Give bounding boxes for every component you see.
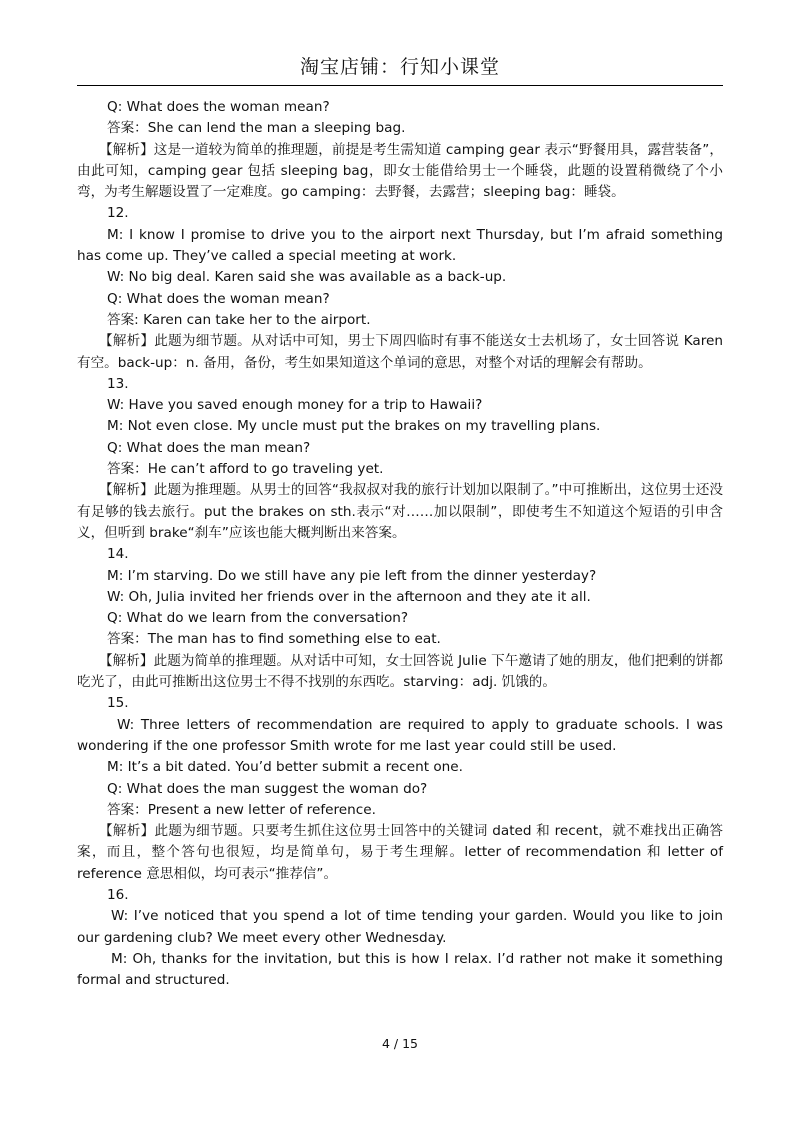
analysis-paragraph: 【解析】此题为简单的推理题。从对话中可知，女士回答说 Julie 下午邀请了她的朋友，他们把剩的饼都吃光了，由此可推断出这位男士不得不找别的东西吃。starving：adj. 饥饿的。	[77, 652, 723, 691]
item-number: 16.	[107, 886, 129, 903]
dialogue-line: W: Have you saved enough money for a trip to Hawaii?	[107, 397, 483, 414]
page-header-title: 淘宝店铺：行知小课堂	[299, 56, 500, 78]
item-number: 12.	[107, 205, 129, 222]
item-number: 14.	[107, 546, 129, 563]
dialogue-line: M: I’m starving. Do we still have any pie left from the dinner yesterday?	[107, 567, 597, 584]
dialogue-line: W: Oh, Julia invited her friends over in the afternoon and they ate it all.	[107, 588, 591, 605]
item-number: 15.	[107, 695, 129, 712]
dialogue-line: W: Three letters of recommendation are required to apply to graduate schools. I was wondering if the one professor Smith wrote for me last year could still be used.	[77, 716, 723, 754]
dialogue-line: M: Not even close. My uncle must put the brakes on my travelling plans.	[107, 418, 601, 435]
dialogue-line: W: No big deal. Karen said she was available as a back-up.	[107, 269, 507, 286]
header-divider	[77, 85, 723, 86]
page-number: 4 / 15	[381, 1036, 419, 1051]
analysis-paragraph: 【解析】此题为推理题。从男士的回答“我叔叔对我的旅行计划加以限制了。”中可推断出，这位男士还没有足够的钱去旅行。put the brakes on sth.表示“对……加以限制”，即使考生不知道这个短语的引申含义，但听到 brake“刹车”应该也能大概判断出来答案。	[77, 482, 723, 541]
question-line: Q: What do we learn from the conversation?	[107, 610, 409, 627]
answer-line: 答案：He can’t afford to go traveling yet.	[107, 461, 384, 478]
answer-line: 答案：She can lend the man a sleeping bag.	[107, 120, 406, 137]
question-line: Q: What does the man mean?	[107, 439, 311, 456]
dialogue-line: M: It’s a bit dated. You’d better submit a recent one.	[107, 759, 463, 776]
question-line: Q: What does the woman mean?	[107, 99, 330, 115]
question-line: Q: What does the man suggest the woman do?	[107, 780, 428, 797]
analysis-paragraph: 【解析】此题为细节题。只要考生抓住这位男士回答中的关键词 dated 和 recent，就不难找出正确答案，而且，整个答句也很短，均是简单句，易于考生理解。letter of recommendation 和 letter of reference 意思相似，均可表示“推荐信”。	[77, 823, 723, 882]
document-body	[77, 97, 723, 991]
dialogue-line: M: Oh, thanks for the invitation, but this is how I relax. I’d rather not make it something formal and structured.	[77, 950, 723, 989]
item-number: 13.	[107, 375, 129, 392]
question-line: Q: What does the woman mean?	[107, 290, 330, 307]
analysis-paragraph: 【解析】此题为细节题。从对话中可知，男士下周四临时有事不能送女士去机场了，女士回答说 Karen 有空。back-up：n. 备用，备份，考生如果知道这个单词的意思，对整个对话的理解会有帮助。	[77, 333, 723, 371]
analysis-paragraph: 【解析】这是一道较为简单的推理题，前提是考生需知道 camping gear 表示“野餐用具，露营装备”，由此可知，camping gear 包括 sleeping bag，即女士能借给男士一个睡袋，此题的设置稍微绕了个小弯，为考生解题设置了一定难度。go camping：去野餐，去露营；sleeping bag：睡袋。	[77, 141, 723, 201]
answer-line: 答案：Present a new letter of reference.	[107, 801, 376, 818]
answer-line: 答案: Karen can take her to the airport.	[107, 311, 371, 328]
dialogue-line: W: I’ve noticed that you spend a lot of time tending your garden. Would you like to join our gardening club? We meet every other Wednesday.	[77, 908, 723, 946]
dialogue-line: M: I know I promise to drive you to the airport next Thursday, but I’m afraid something has come up. They’ve called a special meeting at work.	[77, 226, 723, 265]
answer-line: 答案：The man has to find something else to eat.	[107, 631, 441, 648]
